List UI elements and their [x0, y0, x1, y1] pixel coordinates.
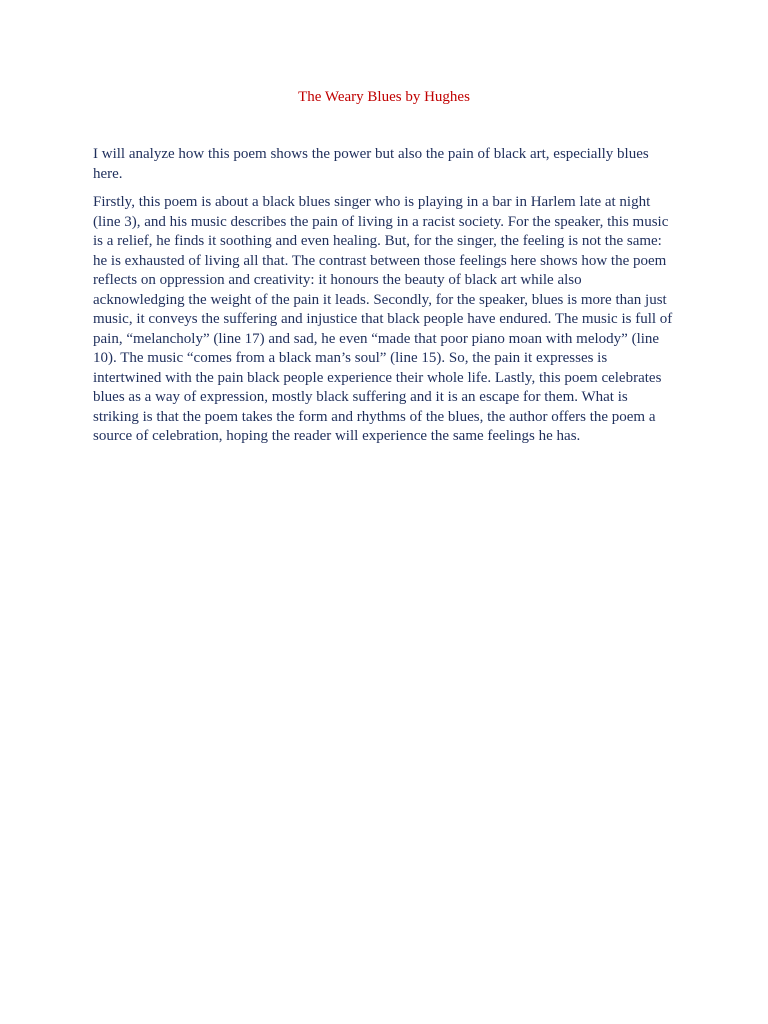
analysis-paragraph: Firstly, this poem is about a black blues singer who is playing in a bar in Harlem late at night (line 3), and his music describes the pain of living in a racist society. For the speaker, this music is a relief, he finds it soothing and even healing. But, for the singer, the feeling is not the same: he is exhausted of living all that. The contrast between those feelings here shows how the poem reflects on oppression and creativity: it honours the beauty of black art while also acknowledging the weight of the pain it leads. Secondly, for the speaker, blues is more than just music, it conveys the suffering and injustice that black people have endured. The music is full of pain, “melancholy” (line 17) and sad, he even “made that poor piano moan with melody” (line 10). The music “comes from a black man’s soul” (line 15). So, the pain it expresses is intertwined with the pain black people experience their whole life. Lastly, this poem celebrates blues as a way of expression, mostly black suffering and it is an escape for them. What is striking is that the poem takes the form and rhythms of the blues, the author offers the poem a source of celebration, hoping the reader will experience the same feelings he has.	[93, 194, 673, 444]
document-body	[93, 145, 676, 456]
document-title: The Weary Blues by Hughes	[298, 89, 470, 105]
intro-paragraph: I will analyze how this poem shows the power but also the pain of black art, especially blues here.	[93, 146, 649, 182]
